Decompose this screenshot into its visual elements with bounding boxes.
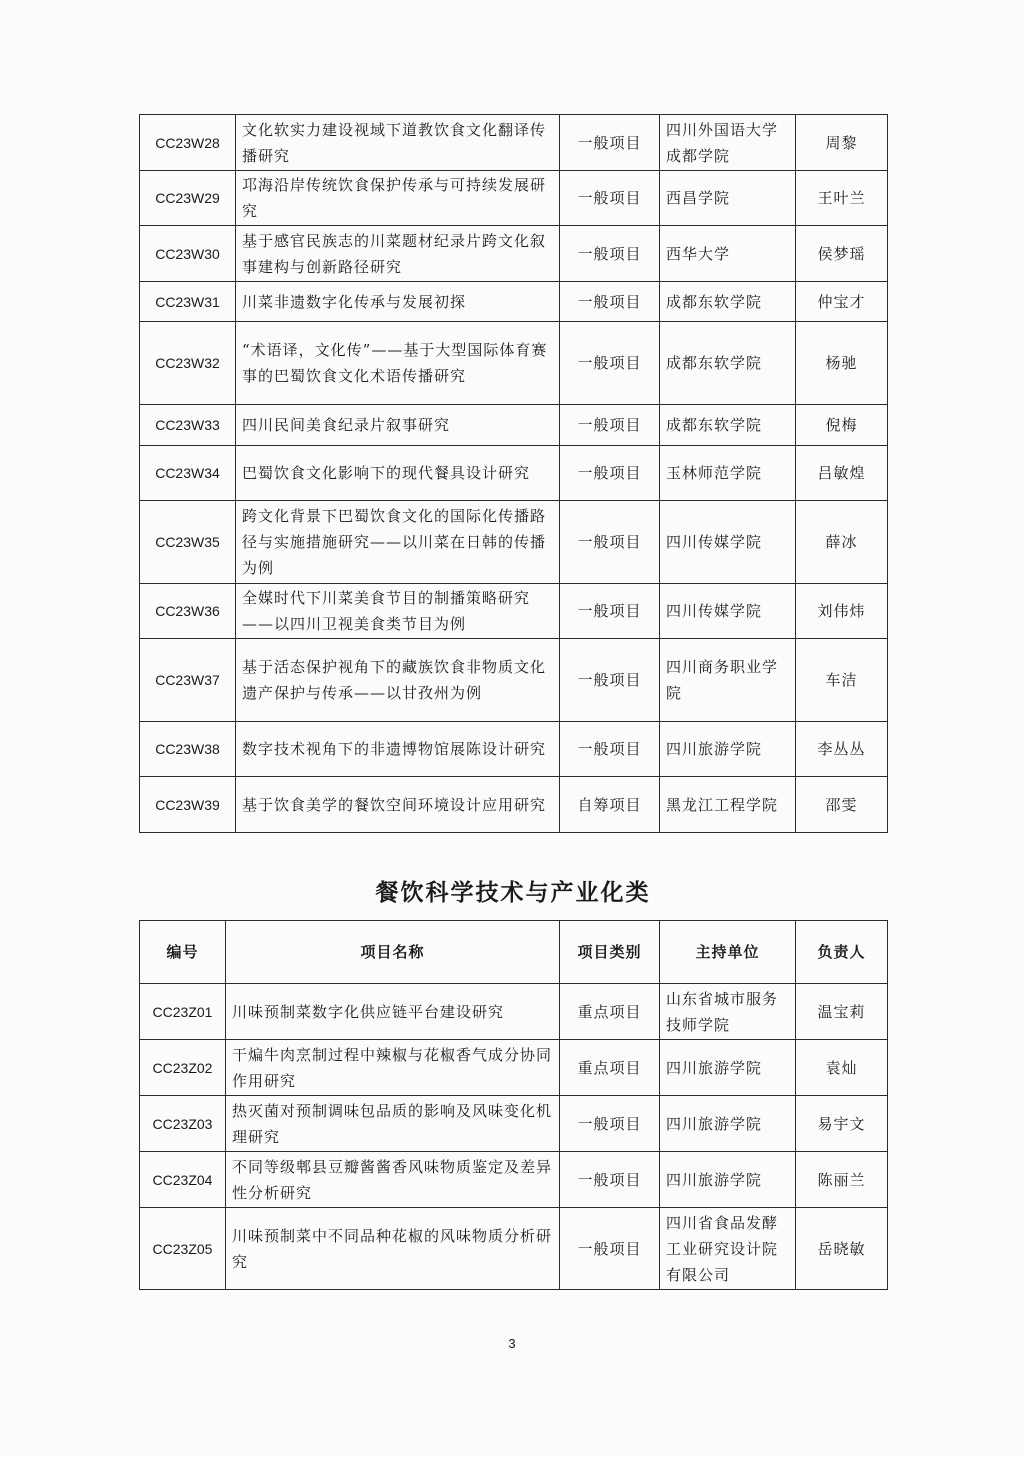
- table-row: [140, 322, 888, 405]
- table-row: [140, 226, 888, 282]
- project-type: 一般项目: [560, 282, 660, 322]
- project-type: 一般项目: [560, 501, 660, 584]
- project-name: 热灭菌对预制调味包品质的影响及风味变化机理研究: [226, 1096, 560, 1152]
- project-type: 一般项目: [560, 405, 660, 446]
- project-name: 基于感官民族志的川菜题材纪录片跨文化叙事建构与创新路径研究: [236, 226, 560, 282]
- project-name: “术语译，文化传”——基于大型国际体育赛事的巴蜀饮食文化术语传播研究: [236, 322, 560, 405]
- project-leader: 薛冰: [796, 501, 888, 584]
- project-leader: 袁灿: [796, 1040, 888, 1096]
- project-leader: 侯梦瑶: [796, 226, 888, 282]
- host-unit: 四川旅游学院: [660, 722, 796, 777]
- host-unit: 西昌学院: [660, 171, 796, 226]
- project-leader: 倪梅: [796, 405, 888, 446]
- project-code: CC23Z05: [140, 1208, 226, 1290]
- table-row: [140, 1152, 888, 1208]
- project-name: 干煸牛肉烹制过程中辣椒与花椒香气成分协同作用研究: [226, 1040, 560, 1096]
- project-name: 川菜非遗数字化传承与发展初探: [236, 282, 560, 322]
- project-type: 自筹项目: [560, 777, 660, 833]
- project-code: CC23W36: [140, 584, 236, 639]
- table-row: [140, 115, 888, 171]
- project-code: CC23W37: [140, 639, 236, 722]
- header-leader: 负责人: [796, 921, 888, 984]
- project-code: CC23W32: [140, 322, 236, 405]
- project-leader: 岳晓敏: [796, 1208, 888, 1290]
- host-unit: 四川商务职业学院: [660, 639, 796, 722]
- table-row: [140, 1208, 888, 1290]
- table-row: [140, 984, 888, 1040]
- project-name: 邛海沿岸传统饮食保护传承与可持续发展研究: [236, 171, 560, 226]
- project-code: CC23W34: [140, 446, 236, 501]
- project-leader: 车洁: [796, 639, 888, 722]
- project-code: CC23Z03: [140, 1096, 226, 1152]
- project-leader: 王叶兰: [796, 171, 888, 226]
- table-row: [140, 1096, 888, 1152]
- host-unit: 黑龙江工程学院: [660, 777, 796, 833]
- project-type: 一般项目: [560, 584, 660, 639]
- project-name: 川味预制菜中不同品种花椒的风味物质分析研究: [226, 1208, 560, 1290]
- project-type: 一般项目: [560, 226, 660, 282]
- table-row: [140, 282, 888, 322]
- project-type: 重点项目: [560, 984, 660, 1040]
- header-type: 项目类别: [560, 921, 660, 984]
- host-unit: 玉林师范学院: [660, 446, 796, 501]
- project-type: 一般项目: [560, 171, 660, 226]
- project-code: CC23W38: [140, 722, 236, 777]
- project-name: 基于活态保护视角下的藏族饮食非物质文化遗产保护与传承——以甘孜州为例: [236, 639, 560, 722]
- host-unit: 山东省城市服务技师学院: [660, 984, 796, 1040]
- project-leader: 李丛丛: [796, 722, 888, 777]
- page-number: 3: [508, 1336, 516, 1351]
- table-row: [140, 1040, 888, 1096]
- host-unit: 四川传媒学院: [660, 584, 796, 639]
- project-name: 四川民间美食纪录片叙事研究: [236, 405, 560, 446]
- project-code: CC23W35: [140, 501, 236, 584]
- project-code: CC23W31: [140, 282, 236, 322]
- table-row: [140, 446, 888, 501]
- project-name: 全媒时代下川菜美食节目的制播策略研究——以四川卫视美食类节目为例: [236, 584, 560, 639]
- project-leader: 杨驰: [796, 322, 888, 405]
- host-unit: 四川旅游学院: [660, 1040, 796, 1096]
- project-leader: 仲宝才: [796, 282, 888, 322]
- table-row: [140, 777, 888, 833]
- project-type: 一般项目: [560, 115, 660, 171]
- project-name: 数字技术视角下的非遗博物馆展陈设计研究: [236, 722, 560, 777]
- header-name: 项目名称: [226, 921, 560, 984]
- project-code: CC23Z04: [140, 1152, 226, 1208]
- table-row: [140, 501, 888, 584]
- host-unit: 西华大学: [660, 226, 796, 282]
- host-unit: 成都东软学院: [660, 405, 796, 446]
- host-unit: 成都东软学院: [660, 322, 796, 405]
- table-row: [140, 171, 888, 226]
- project-leader: 刘伟炜: [796, 584, 888, 639]
- project-type: 一般项目: [560, 1152, 660, 1208]
- host-unit: 四川旅游学院: [660, 1152, 796, 1208]
- table-header-row: [140, 921, 888, 984]
- project-type: 一般项目: [560, 722, 660, 777]
- project-name: 巴蜀饮食文化影响下的现代餐具设计研究: [236, 446, 560, 501]
- project-code: CC23W39: [140, 777, 236, 833]
- project-leader: 周黎: [796, 115, 888, 171]
- host-unit: 四川外国语大学成都学院: [660, 115, 796, 171]
- project-leader: 陈丽兰: [796, 1152, 888, 1208]
- project-name: 文化软实力建设视域下道教饮食文化翻译传播研究: [236, 115, 560, 171]
- project-code: CC23W29: [140, 171, 236, 226]
- header-code: 编号: [140, 921, 226, 984]
- project-name: 川味预制菜数字化供应链平台建设研究: [226, 984, 560, 1040]
- header-unit: 主持单位: [660, 921, 796, 984]
- project-code: CC23W30: [140, 226, 236, 282]
- project-table-science: [139, 920, 888, 1290]
- project-leader: 吕敏煌: [796, 446, 888, 501]
- host-unit: 四川传媒学院: [660, 501, 796, 584]
- project-type: 一般项目: [560, 1096, 660, 1152]
- project-type: 一般项目: [560, 639, 660, 722]
- table-row: [140, 639, 888, 722]
- host-unit: 成都东软学院: [660, 282, 796, 322]
- project-name: 跨文化背景下巴蜀饮食文化的国际化传播路径与实施措施研究——以川菜在日韩的传播为例: [236, 501, 560, 584]
- project-type: 一般项目: [560, 1208, 660, 1290]
- table-row: [140, 584, 888, 639]
- project-type: 重点项目: [560, 1040, 660, 1096]
- table-row: [140, 405, 888, 446]
- project-type: 一般项目: [560, 446, 660, 501]
- project-leader: 易宇文: [796, 1096, 888, 1152]
- host-unit: 四川旅游学院: [660, 1096, 796, 1152]
- project-code: CC23Z02: [140, 1040, 226, 1096]
- table-row: [140, 722, 888, 777]
- section-title: 餐饮科学技术与产业化类: [375, 880, 651, 906]
- host-unit: 四川省食品发酵工业研究设计院有限公司: [660, 1208, 796, 1290]
- project-name: 不同等级郫县豆瓣酱酱香风味物质鉴定及差异性分析研究: [226, 1152, 560, 1208]
- project-type: 一般项目: [560, 322, 660, 405]
- project-name: 基于饮食美学的餐饮空间环境设计应用研究: [236, 777, 560, 833]
- project-leader: 邵雯: [796, 777, 888, 833]
- project-table-culture: [139, 114, 888, 833]
- project-code: CC23Z01: [140, 984, 226, 1040]
- project-leader: 温宝莉: [796, 984, 888, 1040]
- project-code: CC23W28: [140, 115, 236, 171]
- project-code: CC23W33: [140, 405, 236, 446]
